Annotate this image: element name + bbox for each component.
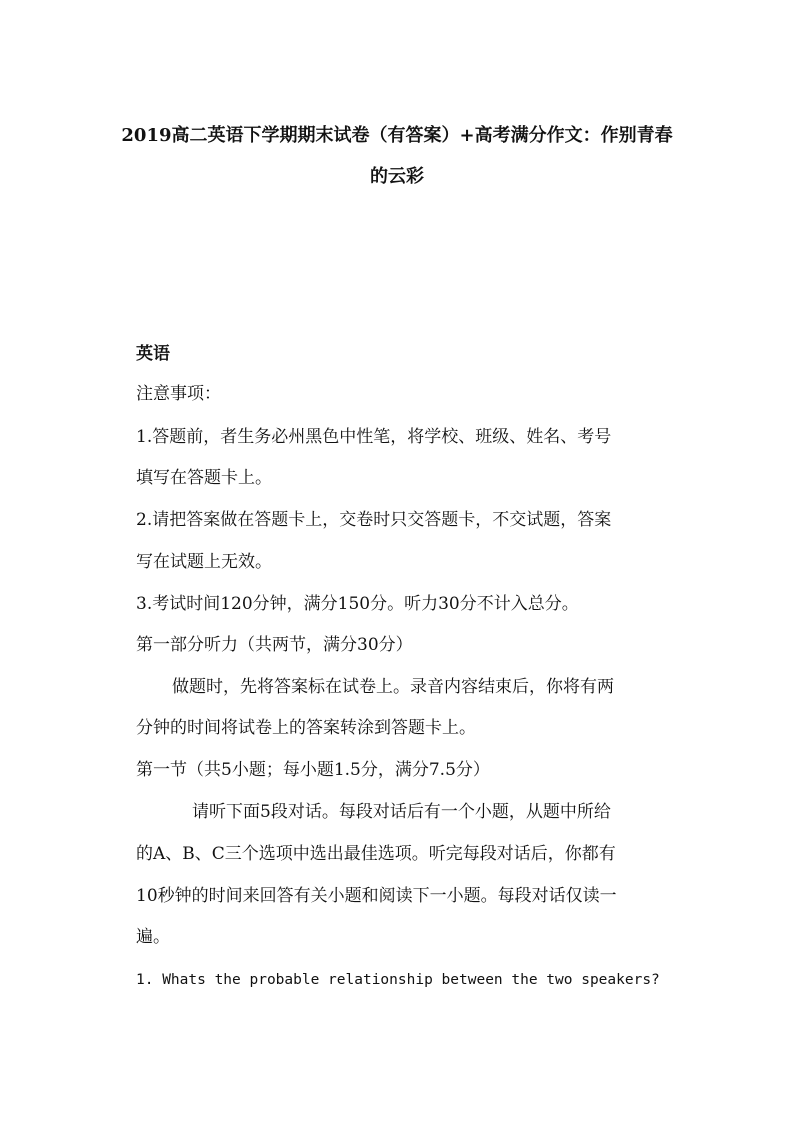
section1-instruction-line-1: 请听下面5段对话。每段对话后有一个小题，从题中所给	[192, 802, 611, 822]
section1-instruction-line-2: 的A、B、C三个选项中选出最佳选项。听完每段对话后，你都有	[136, 844, 616, 864]
section1-heading: 第一节（共5小题；每小题1.5分，满分7.5分）	[136, 760, 490, 780]
section1-instruction-line-4: 遍。	[136, 927, 170, 947]
part1-instruction-line-2: 分钟的时间将试卷上的答案转涂到答题卡上。	[136, 718, 476, 738]
note-2-line-1: 2.请把答案做在答题卡上，交卷时只交答题卡，不交试题，答案	[136, 510, 612, 530]
question-1: 1. Whats the probable relationship between the two speakers?	[136, 972, 660, 988]
document-title-line-1: 2019高二英语下学期期末试卷（有答案）+高考满分作文：作别青春	[121, 125, 673, 146]
note-3: 3.考试时间120分钟，满分150分。听力30分不计入总分。	[136, 594, 579, 614]
note-1-line-1: 1.答题前，者生务必州黑色中性笔，将学校、班级、姓名、考号	[136, 427, 612, 447]
part1-instruction-line-1: 做题时，先将答案标在试卷上。录音内容结束后，你将有两	[172, 677, 614, 697]
notice-heading: 注意事项：	[136, 384, 221, 404]
subject-heading: 英语	[136, 344, 170, 364]
note-1-line-2: 填写在答题卡上。	[136, 468, 272, 488]
note-2-line-2: 写在试题上无效。	[136, 552, 272, 572]
section1-instruction-line-3: 10秒钟的时间来回答有关小题和阅读下一小题。每段对话仅读一	[136, 886, 617, 906]
part1-heading: 第一部分听力（共两节，满分30分）	[136, 635, 413, 655]
document-title-line-2: 的云彩	[370, 166, 424, 187]
